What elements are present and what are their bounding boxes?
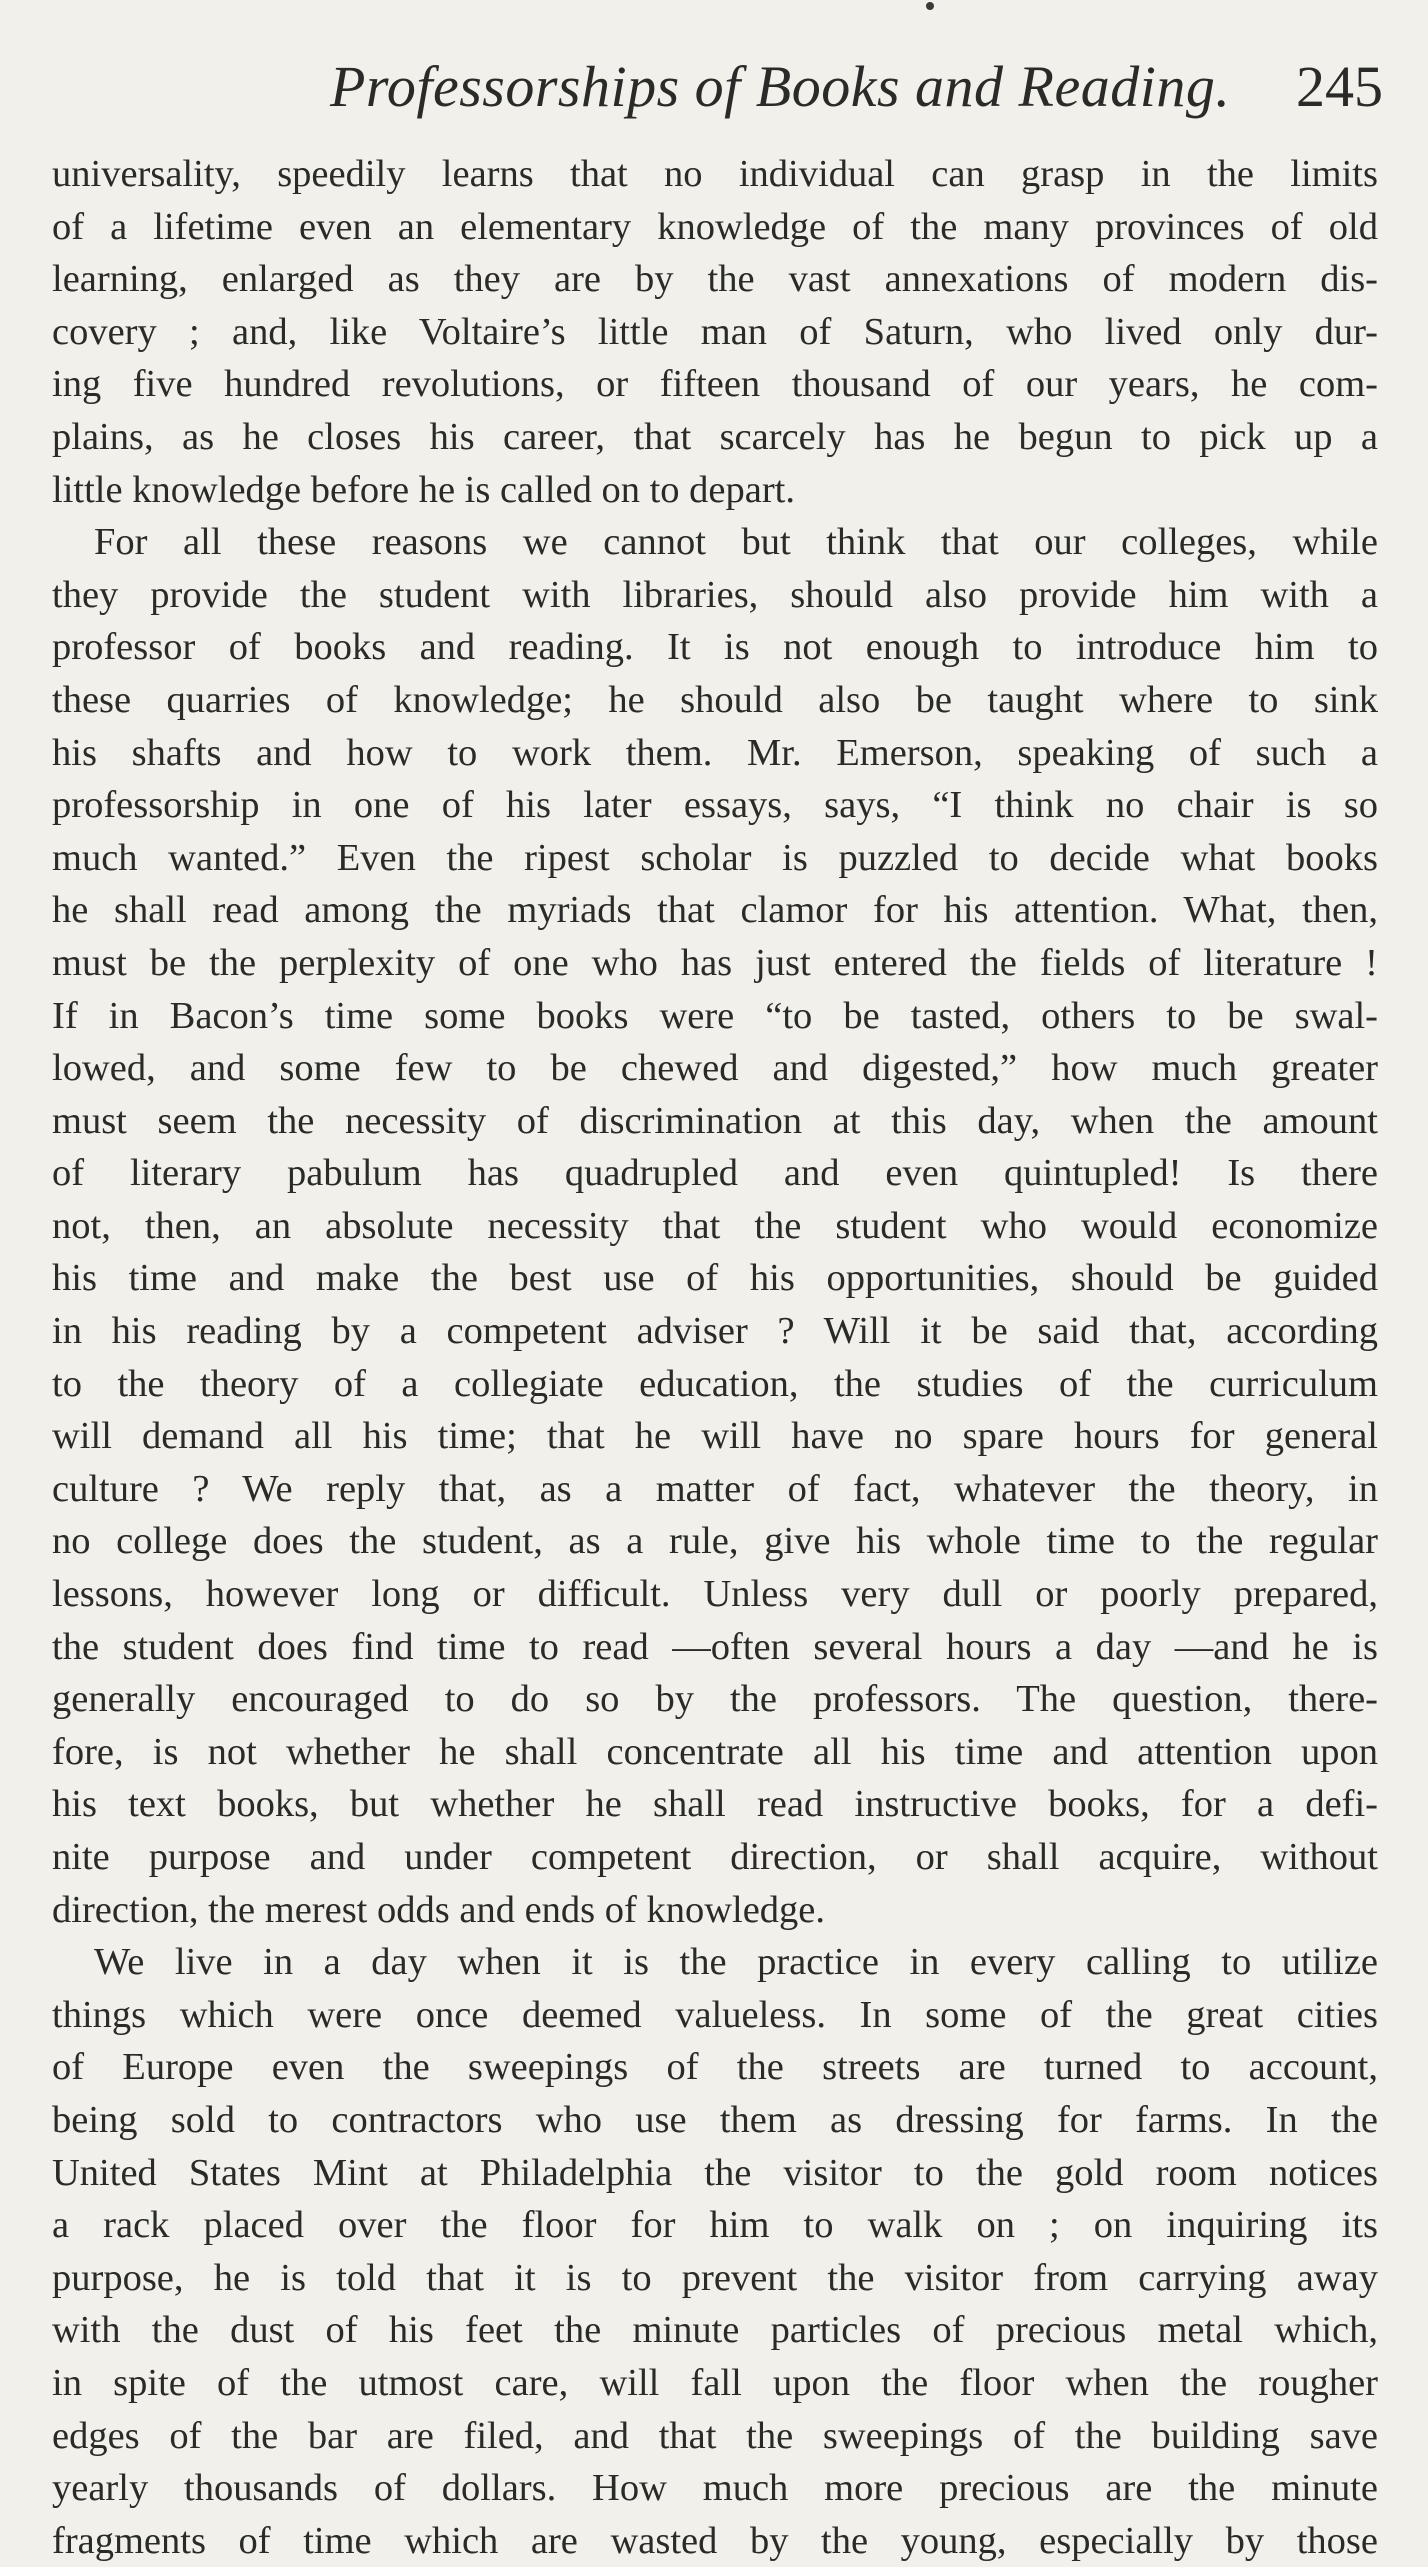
text-line: ing five hundred revolutions, or fifteen thousand of our years, he com- bbox=[52, 363, 1378, 406]
text-line: these quarries of knowledge; he should also be taught where to sink bbox=[52, 678, 1378, 721]
text-line: his text books, but whether he shall read instructive books, for a defi- bbox=[52, 1783, 1378, 1826]
text-line: generally encouraged to do so by the professors. The question, there- bbox=[52, 1678, 1378, 1721]
text-line: to the theory of a collegiate education, the studies of the curriculum bbox=[52, 1362, 1378, 1405]
body-text bbox=[52, 148, 1378, 2567]
text-line: culture ? We reply that, as a matter of fact, whatever the theory, in bbox=[52, 1467, 1378, 1510]
page-number: 245 bbox=[1296, 54, 1383, 119]
text-line: of a lifetime even an elementary knowledge of the many provinces of old bbox=[52, 205, 1378, 248]
text-line: little knowledge before he is called on to depart. bbox=[52, 468, 796, 511]
text-line: yearly thousands of dollars. How much more precious are the minute bbox=[52, 2467, 1378, 2510]
text-line: not, then, an absolute necessity that the student who would economize bbox=[52, 1204, 1378, 1247]
text-line: with the dust of his feet the minute particles of precious metal which, bbox=[52, 2309, 1378, 2352]
text-line: in his reading by a competent adviser ? Will it be said that, according bbox=[52, 1310, 1378, 1353]
text-line: of Europe even the sweepings of the streets are turned to account, bbox=[52, 2046, 1378, 2089]
text-line: things which were once deemed valueless. In some of the great cities bbox=[52, 1993, 1378, 2036]
text-line: edges of the bar are filed, and that the sweepings of the building save bbox=[52, 2414, 1378, 2457]
text-line: We live in a day when it is the practice in every calling to utilize bbox=[94, 1941, 1378, 1984]
text-line: universality, speedily learns that no individual can grasp in the limits bbox=[52, 153, 1378, 195]
text-line: they provide the student with libraries, should also provide him with a bbox=[52, 573, 1378, 616]
text-line: no college does the student, as a rule, give his whole time to the regular bbox=[52, 1520, 1378, 1563]
text-line: professor of books and reading. It is not enough to introduce him to bbox=[52, 626, 1378, 669]
text-line: his time and make the best use of his opportunities, should be guided bbox=[52, 1257, 1378, 1300]
text-line: being sold to contractors who use them as dressing for farms. In the bbox=[52, 2098, 1378, 2141]
text-line: covery ; and, like Voltaire’s little man of Saturn, who lived only dur- bbox=[52, 310, 1378, 353]
text-line: of literary pabulum has quadrupled and even quintupled! Is there bbox=[52, 1152, 1378, 1195]
text-line: United States Mint at Philadelphia the visitor to the gold room notices bbox=[52, 2151, 1378, 2194]
text-line: nite purpose and under competent direction, or shall acquire, without bbox=[52, 1836, 1378, 1878]
text-line: learning, enlarged as they are by the vast annexations of modern dis- bbox=[52, 258, 1378, 301]
text-line: plains, as he closes his career, that scarcely has he begun to pick up a bbox=[52, 415, 1378, 458]
text-line: must be the perplexity of one who has just entered the fields of literature ! bbox=[52, 941, 1378, 984]
text-line: For all these reasons we cannot but think that our colleges, while bbox=[94, 521, 1378, 564]
text-line: fore, is not whether he shall concentrate all his time and attention upon bbox=[52, 1730, 1378, 1773]
text-line: purpose, he is told that it is to prevent the visitor from carrying away bbox=[52, 2256, 1378, 2299]
text-line: must seem the necessity of discrimination at this day, when the amount bbox=[52, 1099, 1378, 1142]
running-title: Professorships of Books and Reading. bbox=[330, 54, 1231, 119]
text-line: he shall read among the myriads that clamor for his attention. What, then, bbox=[52, 889, 1378, 932]
text-line: professorship in one of his later essays, says, “I think no chair is so bbox=[52, 784, 1378, 827]
text-line: If in Bacon’s time some books were “to be tasted, others to be swal- bbox=[52, 994, 1378, 1037]
text-line: in spite of the utmost care, will fall upon the floor when the rougher bbox=[52, 2361, 1378, 2404]
text-line: will demand all his time; that he will have no spare hours for general bbox=[52, 1415, 1378, 1458]
top-ink-mark bbox=[926, 2, 934, 10]
text-line: much wanted.” Even the ripest scholar is puzzled to decide what books bbox=[52, 836, 1378, 879]
text-line: the student does find time to read —often several hours a day —and he is bbox=[52, 1625, 1378, 1668]
text-line: his shafts and how to work them. Mr. Emerson, speaking of such a bbox=[52, 731, 1378, 774]
text-line: lessons, however long or difficult. Unless very dull or poorly prepared, bbox=[52, 1573, 1378, 1616]
text-line: fragments of time which are wasted by the young, especially by those bbox=[52, 2519, 1378, 2562]
text-line: direction, the merest odds and ends of knowledge. bbox=[52, 1888, 826, 1931]
text-line: lowed, and some few to be chewed and digested,” how much greater bbox=[52, 1047, 1378, 1090]
text-line: a rack placed over the floor for him to walk on ; on inquiring its bbox=[52, 2204, 1378, 2247]
